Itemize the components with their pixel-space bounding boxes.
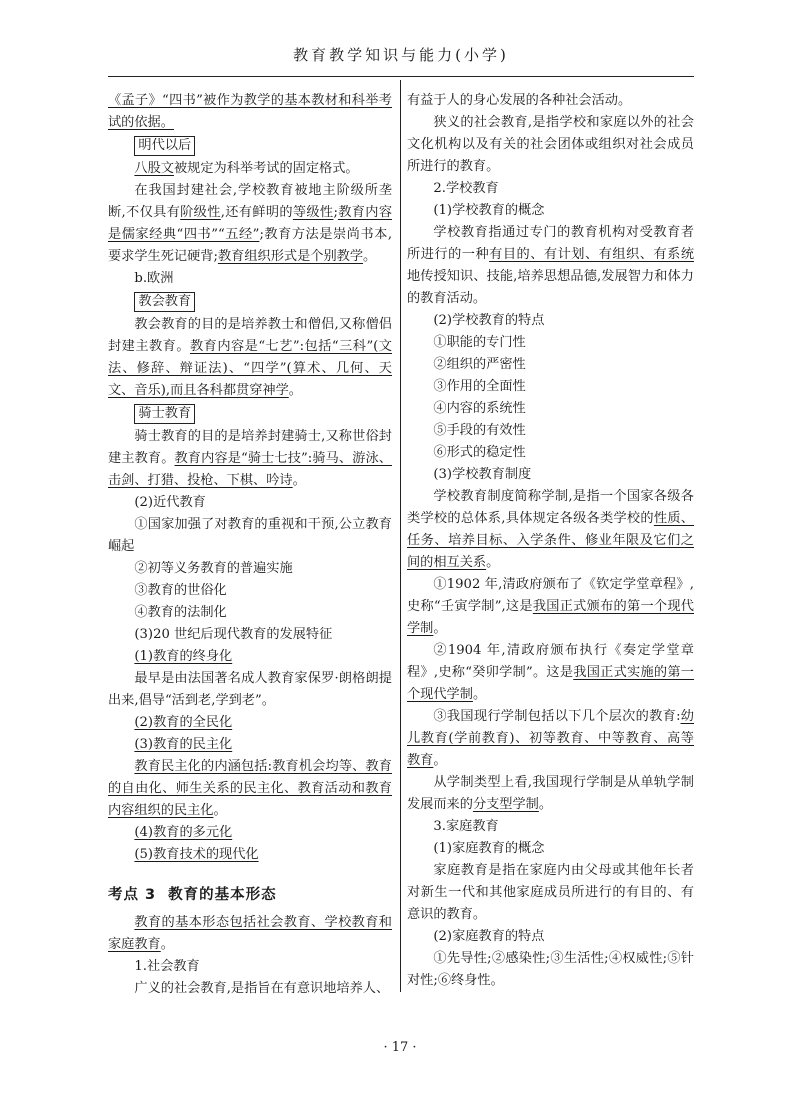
paragraph xyxy=(108,158,392,180)
underlined-term: 教育民主化的内涵包括:教育机会均等、教育的自由化、师生关系的民主化、教育活动和教育内容组织的民主化 xyxy=(108,759,392,818)
list-item: ④教育的法制化 xyxy=(134,605,227,620)
subheading: (2)家庭教育的特点 xyxy=(433,929,545,944)
paragraph xyxy=(407,640,694,706)
paragraph xyxy=(407,486,694,574)
underlined-term: 性质、任务、培养目标、入学条件、修业年限及它们之间的相互关系 xyxy=(407,511,694,570)
text-run: 教会教育的目的是培养教士和僧侣,又称僧侣封建主教育。 xyxy=(108,317,392,354)
running-header: 教育教学知识与能力(小学) xyxy=(293,46,509,64)
subheading: (3)20 世纪后现代教育的发展特征 xyxy=(134,627,333,642)
paragraph xyxy=(108,912,392,956)
subheading: 1.社会教育 xyxy=(134,959,200,974)
section-title: 教育的基本形态 xyxy=(168,887,277,903)
underlined-term: 教育的基本形态包括社会教育、学校教育和家庭教育 xyxy=(108,915,392,952)
text-run: ;教育方法是崇尚书本,要求学生死记硬背; xyxy=(108,227,393,264)
paragraph: 有益于人的身心发展的各种社会活动。 xyxy=(407,93,632,108)
list-item: ⑤手段的有效性 xyxy=(433,423,526,438)
text-run: 。 xyxy=(486,555,500,570)
underlined-term: 教育内容是儒家经典“四书”“五经” xyxy=(108,205,393,242)
text-run: 学校教育指通过专门的教育机构对受教育者所进行的一种 xyxy=(407,225,694,262)
underlined-term: 分支型学制 xyxy=(472,797,539,812)
paragraph xyxy=(108,756,392,822)
list-item: ⑥形式的稳定性 xyxy=(433,445,526,460)
header-rule xyxy=(108,76,694,77)
paragraph xyxy=(108,180,392,268)
underlined-term: 教育内容是“七艺”:包括“三科”(文法、修辞、辩证法)、“四学”(算术、几何、天文、音乐),而且各科都贯穿神学 xyxy=(108,339,392,398)
list-item xyxy=(108,734,392,756)
list-item: ③教育的世俗化 xyxy=(134,583,227,598)
list-item xyxy=(108,712,392,734)
subheading: (2)近代教育 xyxy=(134,495,206,510)
right-column xyxy=(407,90,694,992)
underlined-term: (5)教育技术的现代化 xyxy=(134,847,259,862)
paragraph: 《孟子》“四书”被作为教学的基本教材和科举考试的依据。 xyxy=(108,93,392,130)
text-run: 。 xyxy=(292,473,306,488)
boxed-heading-jiaohui: 教会教育 xyxy=(134,292,195,312)
list-item: ①国家加强了对教育的重视和干预,公立教育崛起 xyxy=(108,517,392,554)
underlined-term: 有目的、有计划、有组织、有系统 xyxy=(489,247,695,262)
underlined-term: 阶级性 xyxy=(180,205,221,220)
list-item: ②组织的严密性 xyxy=(433,357,526,372)
list-item xyxy=(108,822,392,844)
paragraph xyxy=(407,706,694,772)
text-run: 。 xyxy=(160,937,174,952)
text-run: 。 xyxy=(472,687,487,702)
paragraph xyxy=(407,772,694,816)
section-number: 考点 3 xyxy=(108,887,157,903)
underlined-term: (3)教育的民主化 xyxy=(134,737,233,752)
text-run: 。 xyxy=(538,797,553,812)
subheading: 2.学校教育 xyxy=(433,181,499,196)
text-run: ①1902 年,清政府颁布了《钦定学堂章程》,史称“壬寅学制”,这是 xyxy=(407,577,694,614)
paragraph: 狭义的社会教育,是指学校和家庭以外的社会文化机构以及有关的社会团体或组织对社会成员所进行的教育。 xyxy=(407,115,694,174)
subheading: (2)学校教育的特点 xyxy=(433,313,545,328)
underlined-term: 八股文 xyxy=(134,161,174,176)
underlined-term: 我国正式实施的第一个现代学制 xyxy=(407,665,694,702)
boxed-heading-qishi: 骑士教育 xyxy=(134,404,195,424)
page-number: · 17 · xyxy=(383,1040,417,1055)
underlined-term: 幼儿教育(学前教育)、初等教育、中等教育、高等教育 xyxy=(407,709,694,768)
subheading: 3.家庭教育 xyxy=(433,819,499,834)
text-run: 被规定为科举考试的固定格式。 xyxy=(173,161,359,176)
text-run: 在我国封建社会,学校教育被地主阶级所垄断,不仅具有 xyxy=(108,183,392,220)
text-run: ; xyxy=(333,205,338,220)
list-item xyxy=(108,844,392,866)
paragraph: 家庭教育是指在家庭内由父母或其他年长者对新生一代和其他家庭成员所进行的有目的、有意识的教育。 xyxy=(407,863,694,922)
paragraph xyxy=(108,314,392,402)
text-run: 。 xyxy=(433,621,447,636)
subheading: (1)家庭教育的概念 xyxy=(433,841,545,856)
underlined-term: 我国正式颁布的第一个现代学制 xyxy=(407,599,694,636)
text-run: ③我国现行学制包括以下几个层次的教育: xyxy=(433,709,681,724)
column-divider xyxy=(400,80,401,992)
underlined-term: (2)教育的全民化 xyxy=(134,715,233,730)
paragraph xyxy=(108,426,392,492)
underlined-term: (4)教育的多元化 xyxy=(134,825,233,840)
list-item: ②初等义务教育的普遍实施 xyxy=(134,561,293,576)
section-heading xyxy=(108,884,392,906)
text-run: 地传授知识、技能,培养思想品德,发展智力和体力的教育活动。 xyxy=(407,269,694,306)
underlined-term: 教育内容是“骑士七技”:骑马、游泳、击剑、打猎、投枪、下棋、吟诗 xyxy=(108,451,392,488)
subheading: b.欧洲 xyxy=(134,271,174,286)
paragraph: 广义的社会教育,是指旨在有意识地培养人、 xyxy=(134,981,390,996)
text-run: 。 xyxy=(288,383,302,398)
list-item: ③作用的全面性 xyxy=(433,379,526,394)
subheading: (3)学校教育制度 xyxy=(433,467,532,482)
text-run: ,还有鲜明的 xyxy=(220,205,293,220)
underlined-term: 等级性 xyxy=(292,205,334,220)
list-item: ①职能的专门性 xyxy=(433,335,526,350)
paragraph xyxy=(407,574,694,640)
text-run: 学校教育制度简称学制,是指一个国家各级各类学校的总体系,具体规定各级各类学校的 xyxy=(407,489,694,526)
subheading: (1)学校教育的概念 xyxy=(433,203,545,218)
underlined-term: 教育组织形式是个别教学 xyxy=(217,249,364,264)
list-item: ④内容的系统性 xyxy=(433,401,526,416)
text-run: 。 xyxy=(363,249,377,264)
text-run: 。 xyxy=(213,803,227,818)
text-run: 。 xyxy=(433,753,447,768)
text-run: ②1904 年,清政府颁布执行《奏定学堂章程》,史称“癸卯学制”。这是 xyxy=(407,643,694,680)
underlined-term: (1)教育的终身化 xyxy=(134,649,233,664)
list-item xyxy=(108,646,392,668)
boxed-heading-mingdai: 明代以后 xyxy=(134,136,195,156)
left-column xyxy=(108,90,392,1000)
text-run: 从学制类型上看,我国现行学制是从单轨学制发展而来的 xyxy=(407,775,694,812)
paragraph xyxy=(407,222,694,310)
paragraph: 最早是由法国著名成人教育家保罗·朗格朗提出来,倡导“活到老,学到老”。 xyxy=(108,671,392,708)
paragraph: ①先导性;②感染性;③生活性;④权威性;⑤针对性;⑥终身性。 xyxy=(407,951,694,988)
text-run: 骑士教育的目的是培养封建骑士,又称世俗封建主教育。 xyxy=(108,429,392,466)
